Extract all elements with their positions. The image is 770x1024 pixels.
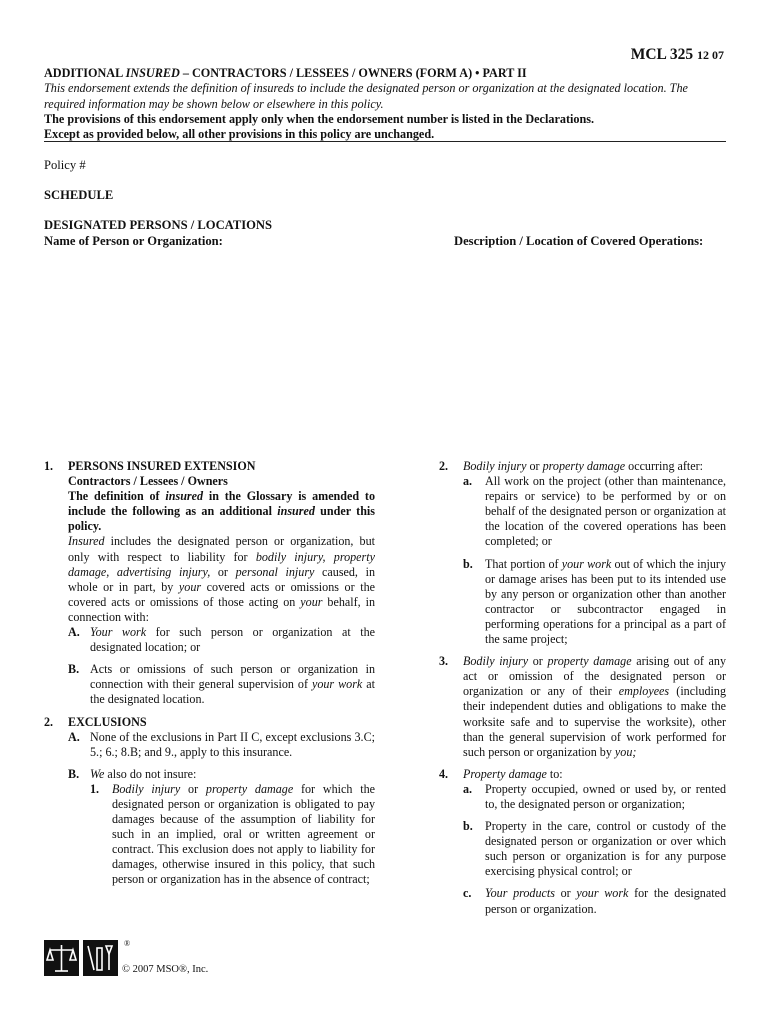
section-1-definition: The definition of insured in the Glossary is amended to include the following as an additional insured under this policy. — [68, 489, 375, 534]
exclusion-4: 4. Property damage to: a. Property occupied, owned or used by, or rented to, the designated person or organization; b. Property in the care, control or custody of the designated person or organization or over which such person or organization is for any purpose exercising physical control; or c. Your products or your work for the designated person or organization. — [439, 766, 726, 916]
section-1-item-b: B. Acts or omissions of such person or organization in connection with their general supervision of your work at the designated location. — [68, 662, 375, 707]
copyright-text: © 2007 MSO®, Inc. — [122, 964, 209, 975]
header-divider — [44, 141, 726, 142]
section-2: 2. EXCLUSIONS A. None of the exclusions in Part II C, except exclusions 3.C; 5.; 6.; 8.B; and 9., apply to this insurance. B. We also do not insure: 1. Bodily injury or property damage for which the designated person or organization is obligated to pay damages because of the assumption of liability for such in an implied, oral or written agreement or contract. This exclusion does not apply to liability for damages, otherwise insured in this policy, that such person or organization has in the absence of contract; — [44, 714, 375, 887]
exclusion-2b: b. That portion of your work out of which the injury or damage arises has been put to its intended use by any person or organization other than another contractor or subcontractor engaged in performing operations for a principal as a part of the same project; — [463, 556, 726, 647]
section-1: 1. PERSONS INSURED EXTENSION Contractors / Lessees / Owners The definition of insured in the Glossary is amended to include the following as an additional insured under this policy. Insured includes the designated person or organization, but only with respect to liability for bodily injury, property damage, advertising injury, or personal injury caused, in whole or in part, by your covered acts or omissions or the covered acts or omissions of those acting on your behalf, in connection with: A. Your work for such person or organization at the designated location; or B. Acts or omissions of such person or organization in connection with their general supervision of your work at the designated location. — [44, 459, 375, 707]
schedule-heading: SCHEDULE — [44, 188, 114, 202]
section-2-item-a: A. None of the exclusions in Part II C, except exclusions 3.C; 5.; 6.; 8.B; and 9., apply to this insurance. — [68, 729, 375, 759]
form-edition: 12 07 — [697, 48, 724, 62]
section-2-title: EXCLUSIONS — [68, 714, 147, 729]
provisions-line-1: The provisions of this endorsement apply only when the endorsement number is listed in the Declarations. — [44, 111, 595, 126]
endorsement-title: ADDITIONAL INSURED – CONTRACTORS / LESSEES / OWNERS (FORM A) • PART II — [44, 66, 527, 80]
mso-logo-icon — [44, 940, 118, 976]
exclusion-2a: a. All work on the project (other than maintenance, repairs or service) to be performed by or on behalf of the designated person or organization at the location of the covered operations has been completed; or — [463, 474, 726, 549]
form-number-text: MCL 325 — [630, 46, 694, 63]
left-column — [44, 459, 375, 888]
right-column — [439, 459, 726, 917]
exclusion-2: 2. Bodily injury or property damage occurring after: a. All work on the project (other than maintenance, repairs or service) to be performed by or on behalf of the designated person or organization at the location of the covered operations has been completed; or b. That portion of your work out of which the injury or damage arises has been put to its intended use by any person or organization other than another contractor or subcontractor engaged in performing operations for a principal as a part of the same project; — [439, 459, 726, 647]
description-label: Description / Location of Covered Operations: — [454, 234, 704, 248]
provisions-line-2: Except as provided below, all other provisions in this policy are unchanged. — [44, 127, 435, 142]
policy-number-label: Policy # — [44, 158, 86, 172]
designated-heading: DESIGNATED PERSONS / LOCATIONS — [44, 218, 273, 232]
exclusion-4b: b. Property in the care, control or custody of the designated person or organization or over which such person or organization is for any purpose exercising physical control; or — [463, 819, 726, 879]
exclusion-3: 3. Bodily injury or property damage arising out of any act or omission of the designated person or organization or any of their employees (including their independent duties and obligations to make the worksite safe and to supervise the worksite), other than the general supervision of work performed for such person or organization by you; — [439, 654, 727, 759]
form-number — [631, 46, 724, 64]
section-2-item-b1: 1. Bodily injury or property damage for which the designated person or organization is obligated to pay damages because of the assumption of liability for such in an implied, oral or written agreement or contract. This exclusion does not apply to liability for damages, otherwise insured in this policy, that such person or organization has in the absence of contract; — [90, 781, 375, 887]
exclusion-4c: c. Your products or your work for the designated person or organization. — [463, 886, 726, 916]
section-1-item-a: A. Your work for such person or organization at the designated location; or — [68, 625, 375, 655]
endorsement-header — [44, 66, 726, 142]
section-1-subtitle: Contractors / Lessees / Owners — [68, 474, 228, 489]
section-1-body: Insured includes the designated person or organization, but only with respect to liability for bodily injury, property damage, advertising injury, or personal injury caused, in whole or in part, by your covered acts or omissions or the covered acts or omissions of those acting on your behalf, in connection with: — [68, 534, 375, 624]
endorsement-intro: This endorsement extends the definition of insureds to include the designated person or organization at the designated location. The required information may be shown below or elsewhere in this policy. — [44, 81, 688, 111]
section-1-title: PERSONS INSURED EXTENSION — [68, 459, 256, 473]
section-2-item-b: B. We also do not insure: — [68, 766, 197, 781]
name-label: Name of Person or Organization: — [44, 234, 223, 248]
registered-mark: ® — [124, 939, 131, 948]
exclusion-4a: a. Property occupied, owned or used by, or rented to, the designated person or organization; — [463, 781, 726, 811]
